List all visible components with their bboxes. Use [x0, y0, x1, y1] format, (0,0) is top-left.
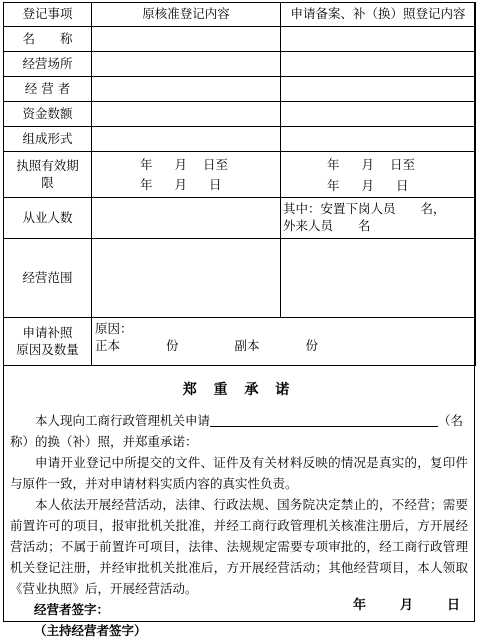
pledge-apply-cont: 称）的换（补）照，并郑重承诺： — [10, 434, 198, 449]
cell-name-original[interactable] — [92, 27, 281, 52]
label-reissue-line1: 申请补照 — [22, 324, 73, 340]
date-year: 年 — [352, 598, 366, 613]
orig-end-day: 日 — [209, 176, 222, 192]
row-validity — [4, 152, 476, 198]
reissue-copy-unit: 份 — [305, 337, 319, 353]
operator-signature-note: （主持经营者签字） — [34, 623, 147, 638]
new-start-day: 日至 — [390, 156, 416, 172]
cell-operator-new[interactable] — [281, 77, 476, 102]
label-form: 组成形式 — [4, 127, 92, 152]
label-name: 名 称 — [4, 27, 92, 52]
cell-form-original[interactable] — [92, 127, 281, 152]
registration-table — [3, 2, 476, 366]
label-reissue — [4, 318, 92, 366]
employees-migrant: 外来人员 名 — [283, 218, 371, 233]
header-row — [4, 3, 476, 27]
new-start-month: 月 — [361, 156, 375, 172]
label-scope: 经营范围 — [4, 239, 92, 318]
row-employees — [4, 198, 476, 239]
cell-form-new[interactable] — [281, 127, 476, 152]
pledge-truth-clause: 申请开业登记中所提交的文件、证件及有关材料反映的情况是真实的，复印件与原件一致，并对申请材料实质内容的真实性负责。 — [10, 455, 468, 491]
reissue-copy-label: 副本 — [234, 337, 260, 353]
signature-date — [319, 594, 460, 613]
registration-form — [3, 2, 475, 638]
row-premises — [4, 52, 476, 77]
label-operator: 经 营 者 — [4, 77, 92, 102]
row-scope — [4, 239, 476, 318]
reissue-reason: 原因： — [95, 321, 133, 336]
pledge-apply-text: 本人现向工商行政管理机关申请 — [35, 413, 211, 428]
cell-validity-new[interactable] — [281, 152, 476, 198]
row-reissue — [4, 318, 476, 366]
cell-reissue[interactable] — [92, 318, 476, 366]
orig-start-day: 日至 — [203, 156, 229, 172]
date-month: 月 — [399, 598, 413, 613]
row-operator — [4, 77, 476, 102]
pledge-title: 郑 重 承 诺 — [182, 382, 296, 398]
date-day: 日 — [446, 598, 460, 613]
employees-laid-off: 其中：安置下岗人员 名， — [283, 201, 446, 217]
cell-scope-original[interactable] — [92, 239, 281, 318]
label-employees: 从业人数 — [4, 198, 92, 239]
cell-premises-new[interactable] — [281, 52, 476, 77]
pledge-lawful-clause: 本人依法开展经营活动，法律、行政法规、国务院决定禁止的，不经营；需要前置许可的项目，报审批机关批准，并经工商行政管理机关核准注册后，方开展经营活动；不属于前置许可项目，法律、法规规定需要专项审批的，经工商行政管理机关登记注册，并经审批机关批准后，方开展经营活动；其他经营项目，本人领取《营业执照》后，开展经营活动。 — [10, 497, 468, 596]
cell-premises-original[interactable] — [92, 52, 281, 77]
new-end-month: 月 — [361, 177, 375, 193]
orig-end-month: 月 — [174, 176, 188, 192]
row-capital — [4, 102, 476, 127]
cell-employees-original[interactable] — [92, 198, 281, 239]
new-end-day: 日 — [396, 177, 409, 193]
cell-operator-original[interactable] — [92, 77, 281, 102]
header-application: 申请备案、补（换）照登记内容 — [281, 3, 476, 27]
label-capital: 资金数额 — [4, 102, 92, 127]
header-item: 登记事项 — [4, 3, 92, 27]
label-validity-line2: 限 — [41, 174, 54, 190]
label-premises: 经营场所 — [4, 52, 92, 77]
orig-start-year: 年 — [140, 156, 153, 172]
pledge-apply-suffix: （名 — [438, 413, 464, 428]
cell-capital-original[interactable] — [92, 102, 281, 127]
cell-validity-original[interactable] — [92, 152, 281, 198]
operator-signature-label: 经营者签字： — [34, 602, 110, 617]
cell-capital-new[interactable] — [281, 102, 476, 127]
row-form — [4, 127, 476, 152]
label-validity-line1: 执照有效期 — [16, 157, 79, 173]
pledge-apply-line — [4, 410, 474, 431]
orig-end-year: 年 — [140, 176, 153, 192]
cell-name-new[interactable] — [281, 27, 476, 52]
reissue-original-unit: 份 — [166, 337, 179, 353]
label-validity — [4, 152, 92, 198]
new-start-year: 年 — [327, 156, 340, 172]
reissue-original-label: 正本 — [95, 337, 121, 353]
new-end-year: 年 — [327, 177, 340, 193]
orig-start-month: 月 — [174, 156, 188, 172]
label-reissue-line2: 原因及数量 — [16, 341, 79, 357]
cell-scope-new[interactable] — [281, 239, 476, 318]
cell-employees-new[interactable] — [281, 198, 476, 239]
row-name — [4, 27, 476, 52]
pledge-name-blank[interactable] — [210, 412, 438, 427]
header-original: 原核准登记内容 — [92, 3, 281, 27]
